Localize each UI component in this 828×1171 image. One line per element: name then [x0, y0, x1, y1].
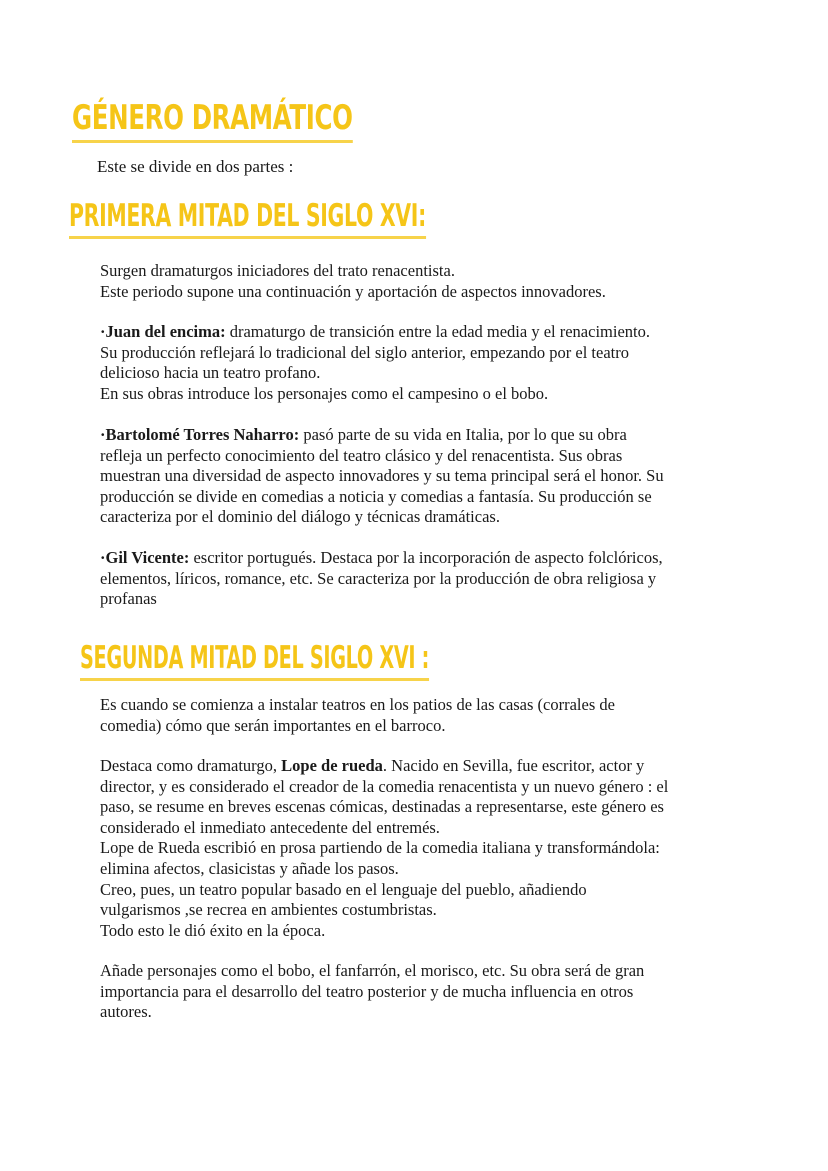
paragraph-text: dramaturgo de transición entre la edad media y el renacimiento.	[225, 322, 650, 341]
paragraph-text: escritor portugués. Destaca por la incorporación de aspecto folclóricos,	[189, 548, 663, 567]
intro-text: Este se divide en dos partes :	[97, 157, 294, 176]
heading-underline	[69, 236, 426, 239]
paragraph-line: Creo, pues, un teatro popular basado en el lenguaje del pueblo, añadiendo	[100, 879, 587, 899]
heading-underline	[80, 678, 429, 681]
author-name: Lope de rueda	[281, 756, 383, 775]
author-name: ·Gil Vicente:	[100, 548, 190, 567]
paragraph-line: director, y es considerado el creador de la comedia renacentista y un nuevo género : el	[100, 776, 669, 796]
juan-del-encina-paragraph	[100, 322, 730, 404]
paragraph-line: refleja un perfecto conocimiento del teatro clásico y del renacentista. Sus obras	[100, 445, 623, 465]
section-heading-first-half	[69, 198, 426, 239]
paragraph-line: Este periodo supone una continuación y aportación de aspectos innovadores.	[100, 281, 606, 301]
section2-intro-paragraph	[100, 695, 730, 736]
author-name: ·Bartolomé Torres Naharro:	[100, 425, 300, 444]
paragraph-line: delicioso hacia un teatro profano.	[100, 363, 321, 383]
lope-de-rueda-paragraph	[100, 756, 730, 941]
paragraph-text: . Nacido en Sevilla, fue escritor, actor y	[382, 756, 645, 775]
paragraph-line: elimina afectos, clasicistas y añade los pasos.	[100, 858, 399, 878]
paragraph-line: considerado el inmediato antecedente del entremés.	[100, 817, 440, 837]
section-heading-second-half	[80, 640, 429, 681]
paragraph-line: muestran una diversidad de aspecto innovadores y su tema principal será el honor. Su	[100, 466, 664, 486]
paragraph-line: paso, se resume en breves escenas cómicas, destinadas a representarse, este género es	[100, 797, 664, 817]
page-title	[72, 98, 353, 143]
paragraph-line: Surgen dramaturgos iniciadores del trato renacentista.	[100, 261, 455, 280]
section-heading-text: SEGUNDA MITAD DEL SIGLO XVI :	[80, 640, 429, 676]
title-underline	[72, 140, 353, 143]
paragraph-text: Destaca como dramaturgo,	[100, 756, 282, 775]
paragraph-line: comedia) cómo que serán importantes en el barroco.	[100, 715, 446, 735]
paragraph-line: importancia para el desarrollo del teatro posterior y de mucha influencia en otros	[100, 981, 634, 1001]
paragraph-line: Su producción reflejará lo tradicional del siglo anterior, empezando por el teatro	[100, 342, 629, 362]
paragraph-line: Añade personajes como el bobo, el fanfarrón, el morisco, etc. Su obra será de gran	[100, 961, 645, 980]
paragraph-line: elementos, líricos, romance, etc. Se caracteriza por la producción de obra religiosa y	[100, 568, 657, 588]
section1-intro-paragraph	[100, 261, 730, 302]
paragraph-line: Lope de Rueda escribió en prosa partiendo de la comedia italiana y transformándola:	[100, 838, 660, 858]
closing-paragraph	[100, 961, 730, 1023]
paragraph-line: profanas	[100, 589, 157, 609]
paragraph-line: autores.	[100, 1002, 152, 1022]
paragraph-line: Todo esto le dió éxito en la época.	[100, 920, 326, 940]
bartolome-torres-naharro-paragraph	[100, 425, 730, 528]
paragraph-line: vulgarismos ,se recrea en ambientes costumbristas.	[100, 900, 437, 920]
gil-vicente-paragraph	[100, 548, 730, 610]
author-name: ·Juan del encima:	[100, 322, 226, 341]
paragraph-line: Es cuando se comienza a instalar teatros en los patios de las casas (corrales de	[100, 695, 615, 714]
section-heading-text: PRIMERA MITAD DEL SIGLO XVI:	[69, 198, 426, 234]
page-title-text: GÉNERO DRAMÁTICO	[72, 98, 353, 138]
paragraph-line: caracteriza por el dominio del diálogo y técnicas dramáticas.	[100, 507, 500, 527]
paragraph-text: pasó parte de su vida en Italia, por lo que su obra	[299, 425, 627, 444]
paragraph-line: producción se divide en comedias a noticia y comedias a fantasía. Su producción se	[100, 486, 652, 506]
paragraph-line: En sus obras introduce los personajes como el campesino o el bobo.	[100, 383, 549, 403]
